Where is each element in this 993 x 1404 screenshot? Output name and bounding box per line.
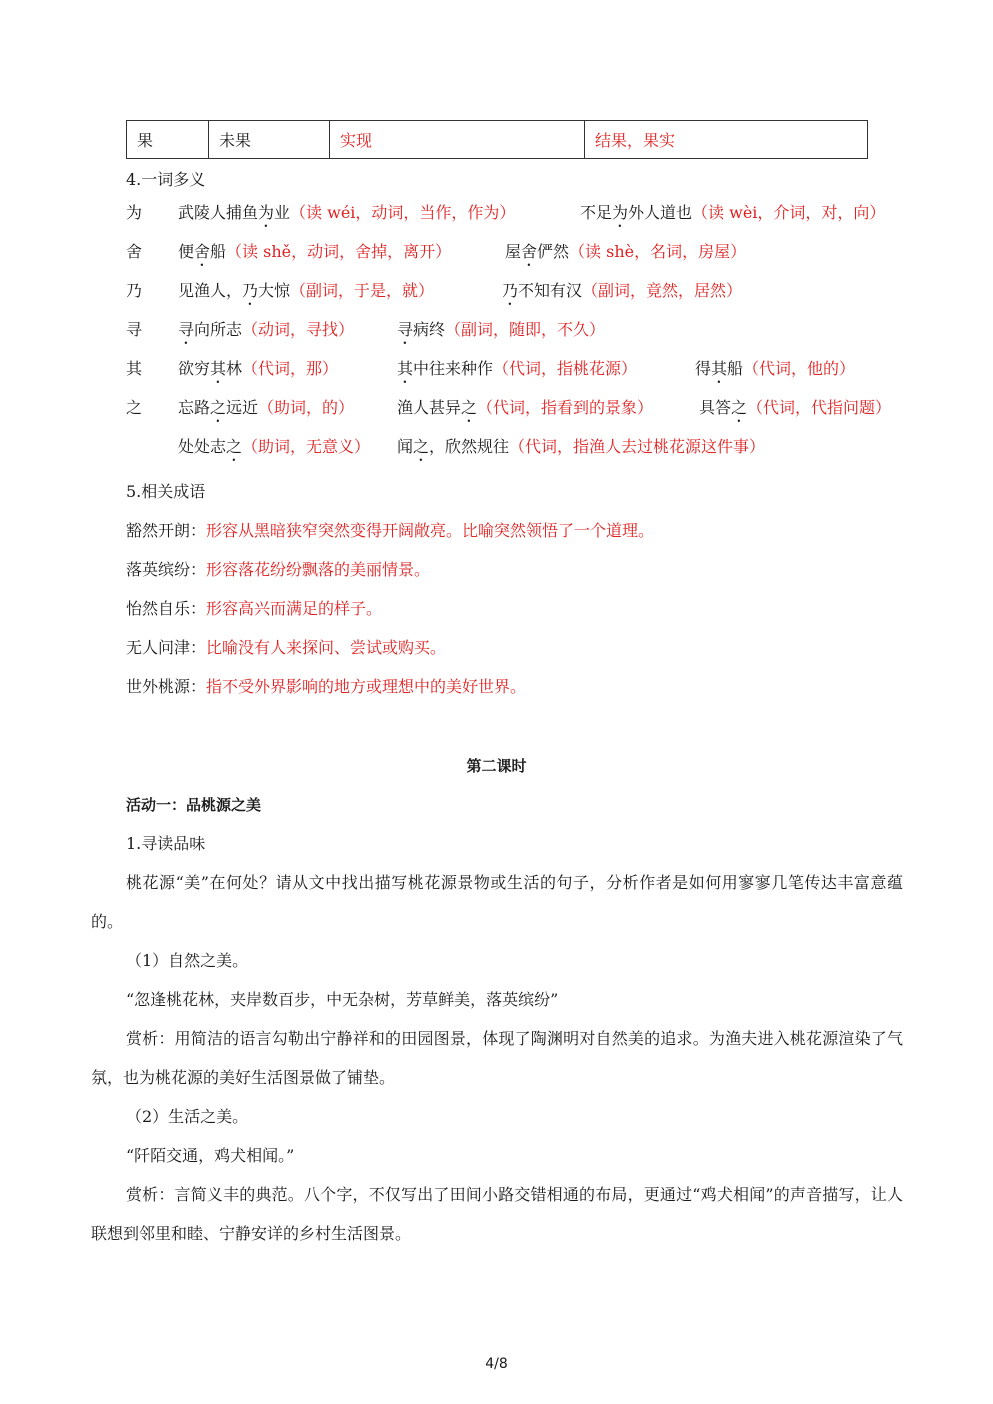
example-pre: 渔人甚异 xyxy=(397,398,462,417)
example-post: 船 xyxy=(727,359,744,378)
example-dot: 舍 xyxy=(194,242,211,261)
polysemy-example xyxy=(178,435,370,465)
example-dot: 之 xyxy=(210,398,227,417)
polysemy-example xyxy=(502,279,742,309)
example-note: （读 wéi，动词，当作，作为） xyxy=(290,203,516,222)
example-pre: 具答 xyxy=(699,398,732,417)
polysemy-example xyxy=(580,201,885,231)
example-dot: 寻 xyxy=(397,320,414,339)
example-post: 病终 xyxy=(413,320,446,339)
quote: “忽逢桃花林，夹岸数百步，中无杂树，芳草鲜美，落英缤纷” xyxy=(126,990,559,1009)
example-note: （代词，指渔人去过桃花源这件事） xyxy=(509,437,766,456)
polysemy-example xyxy=(178,357,338,387)
example-dot: 之 xyxy=(413,437,430,456)
example-note: （代词，那） xyxy=(242,359,339,378)
polysemy-char: 寻 xyxy=(126,320,143,339)
table-cell-phrase: 未果 xyxy=(209,121,330,159)
idiom-def: 比喻没有人来探问、尝试或购买。 xyxy=(206,638,447,657)
idiom-item xyxy=(126,519,654,543)
example-dot: 寻 xyxy=(178,320,195,339)
example-post: 大惊 xyxy=(258,281,291,300)
example-dot: 为 xyxy=(258,203,275,222)
example-dot: 其 xyxy=(397,359,414,378)
example-pre: 闻 xyxy=(397,437,414,456)
example-note: （代词，指桃花源） xyxy=(493,359,638,378)
polysemy-example xyxy=(397,357,637,387)
idiom-term: 无人问津： xyxy=(126,638,207,657)
example-note: （代词，指看到的景象） xyxy=(477,398,654,417)
example-note: （副词，于是，就） xyxy=(290,281,435,300)
example-note: （助词，无意义） xyxy=(242,437,371,456)
polysemy-example xyxy=(397,435,765,465)
page-number: 4/8 xyxy=(485,1356,508,1372)
example-note: （读 wèi，介词，对，向） xyxy=(692,203,886,222)
idiom-def: 形容高兴而满足的样子。 xyxy=(206,599,383,618)
intro-paragraph: 桃花源“美”在何处？请从文中找出描写桃花源景物或生活的句子，分析作者是如何用寥寥几笔传达丰富意蕴的。 xyxy=(91,873,903,931)
table-cell-meaning-2: 结果，果实 xyxy=(585,121,868,159)
example-note: （读 shě，动词，舍掉，离开） xyxy=(226,242,452,261)
example-dot: 其 xyxy=(711,359,728,378)
example-note: （动词，寻找） xyxy=(242,320,355,339)
example-post: ，欣然规往 xyxy=(429,437,510,456)
example-post: 向所志 xyxy=(194,320,243,339)
polysemy-example xyxy=(178,240,451,270)
example-pre: 忘路 xyxy=(178,398,211,417)
polysemy-example xyxy=(699,396,891,426)
idiom-def: 形容从黑暗狭窄突然变得开阔敞亮。比喻突然领悟了一个道理。 xyxy=(206,521,655,540)
polysemy-char: 之 xyxy=(126,398,143,417)
example-post: 远近 xyxy=(226,398,259,417)
lesson-title: 第二课时 xyxy=(466,757,527,775)
idiom-item xyxy=(126,636,446,660)
example-dot: 之 xyxy=(731,398,748,417)
idiom-item xyxy=(126,597,382,621)
example-post: 外人道也 xyxy=(628,203,693,222)
idiom-def: 指不受外界影响的地方或理想中的美好世界。 xyxy=(206,677,527,696)
polysemy-example xyxy=(178,318,354,348)
example-pre: 武陵人捕鱼 xyxy=(178,203,259,222)
idiom-term: 落英缤纷： xyxy=(126,560,207,579)
example-pre: 处处志 xyxy=(178,437,227,456)
subsection-title: （2）生活之美。 xyxy=(126,1107,249,1126)
polysemy-char: 舍 xyxy=(126,242,143,261)
polysemy-example xyxy=(695,357,855,387)
example-post: 业 xyxy=(274,203,291,222)
polysemy-char: 乃 xyxy=(126,281,143,300)
polysemy-example xyxy=(178,201,515,231)
example-pre: 便 xyxy=(178,242,195,261)
example-note: （代词，代指问题） xyxy=(747,398,892,417)
idiom-term: 豁然开朗： xyxy=(126,521,207,540)
example-note: （助词，的） xyxy=(258,398,355,417)
polysemy-char: 其 xyxy=(126,359,143,378)
quote: “阡陌交通，鸡犬相闻。” xyxy=(126,1146,295,1165)
example-dot: 之 xyxy=(226,437,243,456)
example-post: 林 xyxy=(226,359,243,378)
activity-heading: 活动一：品桃源之美 xyxy=(126,796,262,814)
example-dot: 乃 xyxy=(242,281,259,300)
example-pre: 不足 xyxy=(580,203,613,222)
example-pre: 欲穷 xyxy=(178,359,211,378)
idiom-item xyxy=(126,675,526,699)
example-dot: 其 xyxy=(210,359,227,378)
example-dot: 舍 xyxy=(521,242,538,261)
example-pre: 得 xyxy=(695,359,712,378)
subsection-title: （1）自然之美。 xyxy=(126,951,249,970)
idiom-term: 世外桃源： xyxy=(126,677,207,696)
example-dot: 乃 xyxy=(502,281,519,300)
example-pre: 见渔人， xyxy=(178,281,243,300)
example-post: 船 xyxy=(210,242,227,261)
table-row xyxy=(127,121,868,159)
example-pre: 屋 xyxy=(505,242,522,261)
idiom-item xyxy=(126,558,430,582)
vocab-table xyxy=(126,120,868,159)
analysis-paragraph: 赏析：言简义丰的典范。八个字，不仅写出了田间小路交错相通的布局，更通过“鸡犬相闻”的声音描写，让人联想到邻里和睦、宁静安详的乡村生活图景。 xyxy=(91,1185,903,1243)
polysemy-char: 为 xyxy=(126,203,143,222)
example-post: 俨然 xyxy=(537,242,570,261)
section5-title: 5.相关成语 xyxy=(126,482,206,501)
analysis-paragraph: 赏析：用简洁的语言勾勒出宁静祥和的田园图景，体现了陶渊明对自然美的追求。为渔夫进入桃花源渲染了气氛，也为桃花源的美好生活图景做了铺垫。 xyxy=(91,1029,903,1087)
polysemy-example xyxy=(397,318,605,348)
polysemy-example xyxy=(178,279,434,309)
example-post: 不知有汉 xyxy=(518,281,583,300)
table-cell-meaning-1: 实现 xyxy=(330,121,585,159)
table-cell-char: 果 xyxy=(127,121,209,159)
polysemy-example xyxy=(397,396,653,426)
example-dot: 为 xyxy=(612,203,629,222)
example-note: （代词，他的） xyxy=(743,359,856,378)
idiom-def: 形容落花纷纷飘落的美丽情景。 xyxy=(206,560,431,579)
idiom-term: 怡然自乐： xyxy=(126,599,207,618)
example-note: （副词，随即，不久） xyxy=(445,320,606,339)
example-note: （读 shè，名词，房屋） xyxy=(569,242,747,261)
example-note: （副词，竟然，居然） xyxy=(582,281,743,300)
example-dot: 之 xyxy=(461,398,478,417)
example-post: 中往来种作 xyxy=(413,359,494,378)
subheading: 1.寻读品味 xyxy=(126,834,206,853)
polysemy-example xyxy=(505,240,746,270)
polysemy-example xyxy=(178,396,354,426)
section4-title: 4.一词多义 xyxy=(126,170,206,189)
